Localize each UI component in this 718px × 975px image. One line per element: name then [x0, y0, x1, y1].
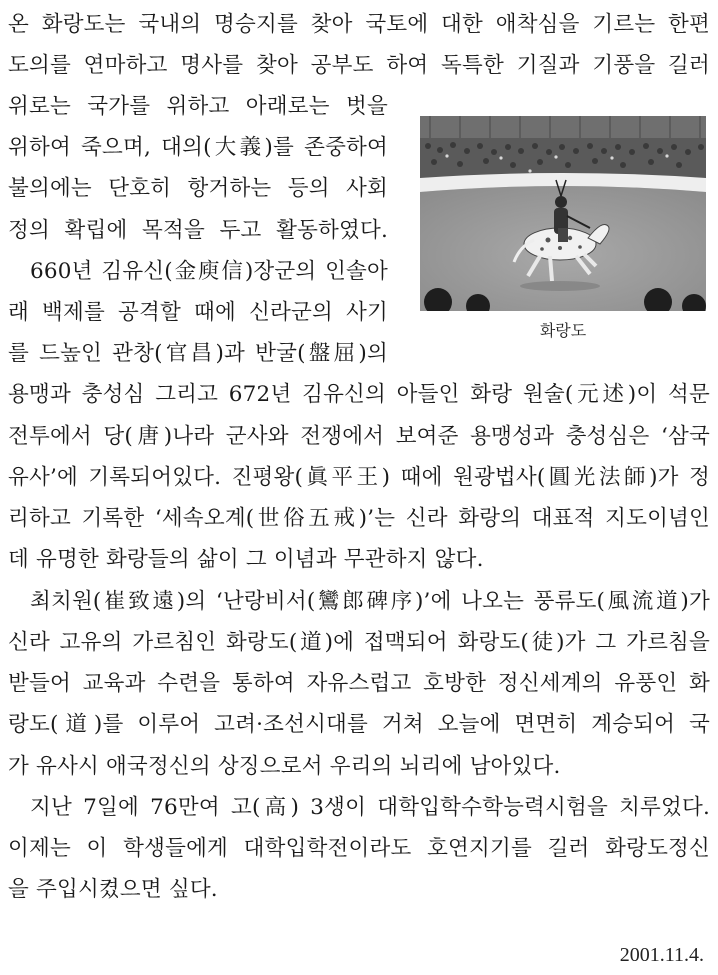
text-line: 유사’에 기록되어있다. 진평왕(眞平王) 때에 원광법사(圓光法師)가 정	[8, 465, 710, 490]
text-line: 불의에는 단호히 항거하는 등의 사회	[8, 176, 388, 201]
text-line: 용맹과 충성심 그리고 672년 김유신의 아들인 화랑 원술(元述)이 석문	[8, 382, 710, 407]
text-line: 위로는 국가를 위하고 아래로는 벗을	[8, 94, 388, 119]
text-line: 정의 확립에 목적을 두고 활동하였다.	[8, 218, 388, 243]
text-line: 가 유사시 애국정신의 상징으로서 우리의 뇌리에 남아있다.	[8, 754, 561, 779]
text-line: 래 백제를 공격할 때에 신라군의 사기	[8, 300, 388, 325]
photo-caption: 화랑도	[539, 321, 587, 340]
date-stamp: 2001.11.4.	[619, 944, 704, 966]
text-line: 이제는 이 학생들에게 대학입학전이라도 호연지기를 길러 화랑도정신	[8, 836, 710, 861]
text-line: 신라 고유의 가르침인 화랑도(道)에 접맥되어 화랑도(徒)가 그 가르침을	[8, 630, 710, 655]
text-line: 도의를 연마하고 명사를 찾아 공부도 하여 독특한 기질과 기풍을 길러	[8, 53, 710, 78]
paragraph-start-line: 지난 7일에 76만여 고(高) 3생이 대학입학수학능력시험을 치루었다.	[30, 795, 710, 820]
text-line: 를 드높인 관창(官昌)과 반굴(盤屈)의	[8, 341, 388, 366]
text-line: 데 유명한 화랑들의 삶이 그 이념과 무관하지 않다.	[8, 547, 484, 572]
text-line: 온 화랑도는 국내의 명승지를 찾아 국토에 대한 애착심을 기르는 한편	[8, 12, 710, 37]
paragraph-start-line: 최치원(崔致遠)의 ‘난랑비서(鸞郎碑序)’에 나오는 풍류도(風流道)가	[30, 589, 710, 614]
text-line: 리하고 기록한 ‘세속오계(世俗五戒)’는 신라 화랑의 대표적 지도이념인	[8, 506, 710, 531]
hwarang-horse-rider-photo	[420, 116, 706, 311]
text-line: 랑도(道)를 이루어 고려·조선시대를 거쳐 오늘에 면면히 계승되어 국	[8, 712, 710, 737]
paragraph-start-line: 660년 김유신(金庾信)장군의 인솔아	[30, 259, 388, 284]
text-line: 위하여 죽으며, 대의(大義)를 존중하여	[8, 135, 388, 160]
text-line: 받들어 교육과 수련을 통하여 자유스럽고 호방한 정신세계의 유풍인 화	[8, 671, 710, 696]
text-line: 을 주입시켰으면 싶다.	[8, 877, 218, 902]
text-line: 전투에서 당(唐)나라 군사와 전쟁에서 보여준 용맹성과 충성심은 ‘삼국	[8, 424, 710, 449]
